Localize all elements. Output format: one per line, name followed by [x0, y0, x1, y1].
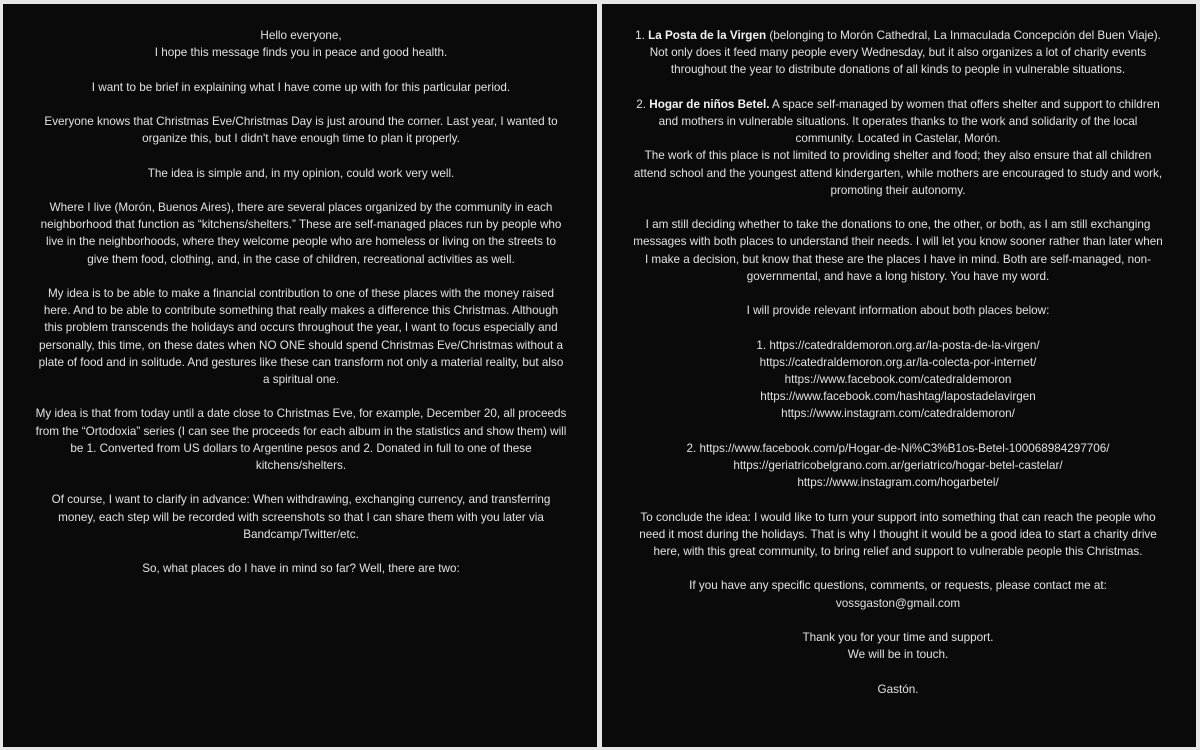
contact-email[interactable]: vossgaston@gmail.com: [835, 596, 961, 610]
link-colecta[interactable]: https://catedraldemoron.org.ar/la-colecta-por-internet/: [759, 355, 1037, 369]
place2-number: 2.: [636, 97, 647, 111]
place2-description-more: The work of this place is not limited to providing shelter and food; they also ensure that all children attend school and the youngest attend kindergarten, while mothers are encouraged to study and work, promoting their autonomy.: [633, 149, 1163, 197]
place1-number: 1.: [635, 29, 645, 42]
links-group-1: [632, 337, 1164, 423]
signature: Gastón.: [877, 682, 919, 696]
thanks-paragraph: [632, 629, 1164, 663]
brief-paragraph: I want to be brief in explaining what I have come up with for this particular period.: [91, 80, 511, 94]
greeting: Hello everyone,: [260, 29, 342, 42]
place2-name: Hogar de niños Betel.: [649, 97, 770, 111]
place1-description: (belonging to Morón Cathedral, La Inmaculada Concepción del Buen Viaje). Not only does it feed many people every Wednesday, but it also organizes a lot of charity events throughout the year to distribute donations of all kinds to people in vulnerable situations.: [649, 29, 1161, 77]
where-i-live-paragraph: Where I live (Morón, Buenos Aires), there are several places organized by the community in each neighborhood that function as “kitchens/shelters.” These are self-managed places run by people who live in the neighborhoods, where they welcome people who are homeless or living on the streets to give them food, clothing, and, in the case of children, recreational activities as well.: [40, 200, 562, 266]
conclude-paragraph: To conclude the idea: I would like to turn your support into something that can reach the people who need it most during the holidays. That is why I thought it would be a good idea to start a charity drive here, with this great community, to bring relief and support to vulnerable people this Christmas.: [639, 510, 1157, 558]
christmas-paragraph: Everyone knows that Christmas Eve/Christmas Day is just around the corner. Last year, I wanted to organize this, but I didn't have enough time to plan it properly.: [44, 114, 558, 146]
link-facebook-betel[interactable]: 2. https://www.facebook.com/p/Hogar-de-Ni%C3%B1os-Betel-100068984297706/: [686, 441, 1110, 455]
place1-paragraph: [632, 27, 1164, 79]
greeting-paragraph: [35, 27, 567, 61]
proceeds-paragraph: My idea is that from today until a date close to Christmas Eve, for example, December 20, all proceeds from the “Ortodoxia” series (I can see the proceeds for each album in the statistics and show them) will be 1. Converted from US dollars to Argentine pesos and 2. Donated in full to one of these kitchens/shelters.: [35, 407, 567, 472]
places-paragraph: So, what places do I have in mind so far? Well, there are two:: [142, 562, 460, 576]
deciding-paragraph: I am still deciding whether to take the donations to one, the other, or both, as I am still exchanging messages with both places to understand their needs. I will let you know sooner rather than later when I make a decision, but know that these are the places I have in mind. Both are self-managed, non-governmental, and have a long history. You have my word.: [633, 218, 1163, 283]
idea-simple-paragraph: The idea is simple and, in my opinion, could work very well.: [147, 166, 455, 180]
link-facebook-hashtag[interactable]: https://www.facebook.com/hashtag/lapostadelavirgen: [760, 390, 1036, 404]
in-touch-text: We will be in touch.: [847, 648, 949, 662]
link-geriatrico-betel[interactable]: https://geriatricobelgrano.com.ar/geriatrico/hogar-betel-castelar/: [733, 459, 1063, 472]
greeting-wish: I hope this message finds you in peace and good health.: [154, 46, 448, 60]
left-panel-content: [35, 27, 567, 595]
place2-paragraph: [632, 96, 1164, 199]
right-panel-content: [632, 27, 1164, 715]
link-instagram-catedral[interactable]: https://www.instagram.com/catedraldemoron/: [781, 407, 1015, 421]
contribution-paragraph: My idea is to be able to make a financial contribution to one of these places with the money raised here. And to be able to contribute something that really makes a difference this Christmas. Although this problem transcends the holidays and occurs throughout the year, I want to focus especially and personally, this time, on these dates when NO ONE should spend Christmas Eve/Christmas without a plate of food and in solitude. And gestures like these can transform not only a material reality, but also a spiritual one.: [38, 286, 564, 386]
link-instagram-betel[interactable]: https://www.instagram.com/hogarbetel/: [797, 476, 999, 490]
right-text-panel: [602, 4, 1196, 747]
place2-description: A space self-managed by women that offers shelter and support to children and mothers in vulnerable situations. It operates thanks to the work and solidarity of the local community. Located in Castelar, Morón.: [658, 97, 1160, 146]
clarify-paragraph: Of course, I want to clarify in advance: When withdrawing, exchanging currency, and transferring money, each step will be recorded with screenshots so that I can share them with you later via Bandcamp/Twitter/etc.: [51, 493, 551, 541]
links-group-2: [632, 440, 1164, 492]
link-facebook-catedral[interactable]: https://www.facebook.com/catedraldemoron: [784, 373, 1012, 386]
link-posta-virgen[interactable]: 1. https://catedraldemoron.org.ar/la-posta-de-la-virgen/: [756, 338, 1040, 352]
info-paragraph: I will provide relevant information about both places below:: [746, 304, 1050, 318]
contact-paragraph: [632, 577, 1164, 611]
contact-text: If you have any specific questions, comments, or requests, please contact me at:: [689, 579, 1107, 593]
place1-name: La Posta de la Virgen: [648, 29, 767, 42]
left-text-panel: [3, 4, 597, 747]
thanks-text: Thank you for your time and support.: [802, 630, 994, 644]
